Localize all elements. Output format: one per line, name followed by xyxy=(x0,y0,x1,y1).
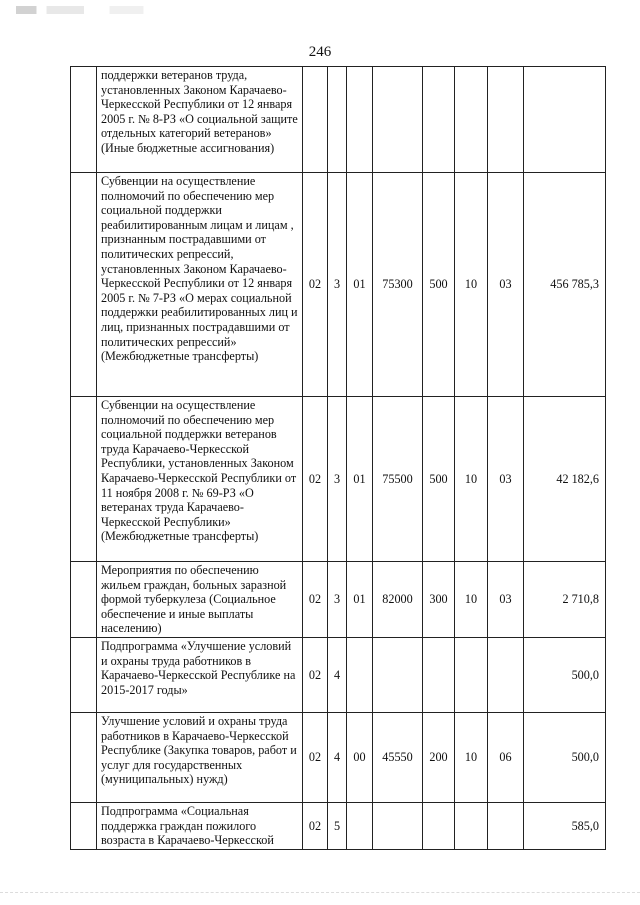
subsection-cell xyxy=(488,802,524,849)
table-row xyxy=(71,562,606,638)
expense-type-cell: 500 xyxy=(423,173,455,397)
direction-code-cell: 82000 xyxy=(373,562,423,638)
index-cell xyxy=(71,562,97,638)
description-cell: Подпрограмма «Улучшение условий и охраны труда работников в Карачаево-Черкесской Республике на 2015-2017 годы» xyxy=(97,637,303,712)
event-code-cell: 01 xyxy=(347,173,373,397)
expense-type-cell xyxy=(423,802,455,849)
section-cell: 10 xyxy=(455,173,488,397)
subprogram-code-cell: 4 xyxy=(328,637,347,712)
subsection-cell: 03 xyxy=(488,397,524,562)
amount-cell: 500,0 xyxy=(524,637,606,712)
program-code-cell: 02 xyxy=(303,802,328,849)
program-code-cell: 02 xyxy=(303,712,328,802)
table-row xyxy=(71,173,606,397)
program-code-cell: 02 xyxy=(303,562,328,638)
description-cell: Мероприятия по обеспечению жильем граждан, больных заразной формой туберкулеза (Социальное обеспечение и иные выплаты населению) xyxy=(97,562,303,638)
index-cell xyxy=(71,67,97,173)
subsection-cell xyxy=(488,67,524,173)
amount-cell xyxy=(524,67,606,173)
description-cell: Субвенции на осуществление полномочий по обеспечению мер социальной поддержки реабилитированным лицам и лицам , признанным пострадавшими от политических репрессий, установленных Законом Карачаево-Черкесской Республики от 12 января 2005 г. № 7-РЗ «О мерах социальной поддержки реабилитированных лиц и лиц, признанных пострадавшими от политических репрессий» (Межбюджетные трансферты) xyxy=(97,173,303,397)
subsection-cell: 06 xyxy=(488,712,524,802)
description-cell: Субвенции на осуществление полномочий по обеспечению мер социальной поддержки ветеранов труда Карачаево-Черкесской Республики, установленных Законом Карачаево-Черкесской Республики от 11 ноября 2008 г. № 69-РЗ «О ветеранах труда Карачаево-Черкесской Республики» (Межбюджетные трансферты) xyxy=(97,397,303,562)
index-cell xyxy=(71,637,97,712)
subprogram-code-cell: 5 xyxy=(328,802,347,849)
description-cell: поддержки ветеранов труда, установленных Законом Карачаево-Черкесской Республики от 12 января 2005 г. № 8-РЗ «О социальной защите отдельных категорий ветеранов» (Иные бюджетные ассигнования) xyxy=(97,67,303,173)
event-code-cell xyxy=(347,802,373,849)
subsection-cell: 03 xyxy=(488,173,524,397)
section-cell: 10 xyxy=(455,712,488,802)
direction-code-cell xyxy=(373,802,423,849)
subprogram-code-cell xyxy=(328,67,347,173)
table-row xyxy=(71,802,606,849)
section-cell: 10 xyxy=(455,397,488,562)
direction-code-cell xyxy=(373,67,423,173)
expense-type-cell xyxy=(423,637,455,712)
expense-type-cell: 200 xyxy=(423,712,455,802)
section-cell xyxy=(455,637,488,712)
expense-type-cell xyxy=(423,67,455,173)
subprogram-code-cell: 3 xyxy=(328,173,347,397)
subprogram-code-cell: 4 xyxy=(328,712,347,802)
budget-table xyxy=(70,66,606,850)
section-cell xyxy=(455,67,488,173)
direction-code-cell: 75300 xyxy=(373,173,423,397)
amount-cell: 585,0 xyxy=(524,802,606,849)
subsection-cell: 03 xyxy=(488,562,524,638)
index-cell xyxy=(71,712,97,802)
index-cell xyxy=(71,802,97,849)
table-row xyxy=(71,67,606,173)
section-cell: 10 xyxy=(455,562,488,638)
page-edge xyxy=(0,892,640,893)
subprogram-code-cell: 3 xyxy=(328,397,347,562)
section-cell xyxy=(455,802,488,849)
description-cell: Улучшение условий и охраны труда работников в Карачаево-Черкесской Республике (Закупка товаров, работ и услуг для государственных (муниципальных) нужд) xyxy=(97,712,303,802)
table-row xyxy=(71,712,606,802)
event-code-cell: 01 xyxy=(347,397,373,562)
amount-cell: 500,0 xyxy=(524,712,606,802)
amount-cell: 42 182,6 xyxy=(524,397,606,562)
subprogram-code-cell: 3 xyxy=(328,562,347,638)
index-cell xyxy=(71,173,97,397)
direction-code-cell xyxy=(373,637,423,712)
expense-type-cell: 500 xyxy=(423,397,455,562)
event-code-cell: 00 xyxy=(347,712,373,802)
scan-artifact xyxy=(16,6,186,14)
amount-cell: 456 785,3 xyxy=(524,173,606,397)
expense-type-cell: 300 xyxy=(423,562,455,638)
table-row xyxy=(71,637,606,712)
program-code-cell: 02 xyxy=(303,637,328,712)
program-code-cell xyxy=(303,67,328,173)
direction-code-cell: 45550 xyxy=(373,712,423,802)
event-code-cell: 01 xyxy=(347,562,373,638)
index-cell xyxy=(71,397,97,562)
subsection-cell xyxy=(488,637,524,712)
event-code-cell xyxy=(347,67,373,173)
page-number: 246 xyxy=(308,44,332,60)
program-code-cell: 02 xyxy=(303,397,328,562)
program-code-cell: 02 xyxy=(303,173,328,397)
amount-cell: 2 710,8 xyxy=(524,562,606,638)
direction-code-cell: 75500 xyxy=(373,397,423,562)
table-row xyxy=(71,397,606,562)
description-cell: Подпрограмма «Социальная поддержка граждан пожилого возраста в Карачаево-Черкесской xyxy=(97,802,303,849)
event-code-cell xyxy=(347,637,373,712)
